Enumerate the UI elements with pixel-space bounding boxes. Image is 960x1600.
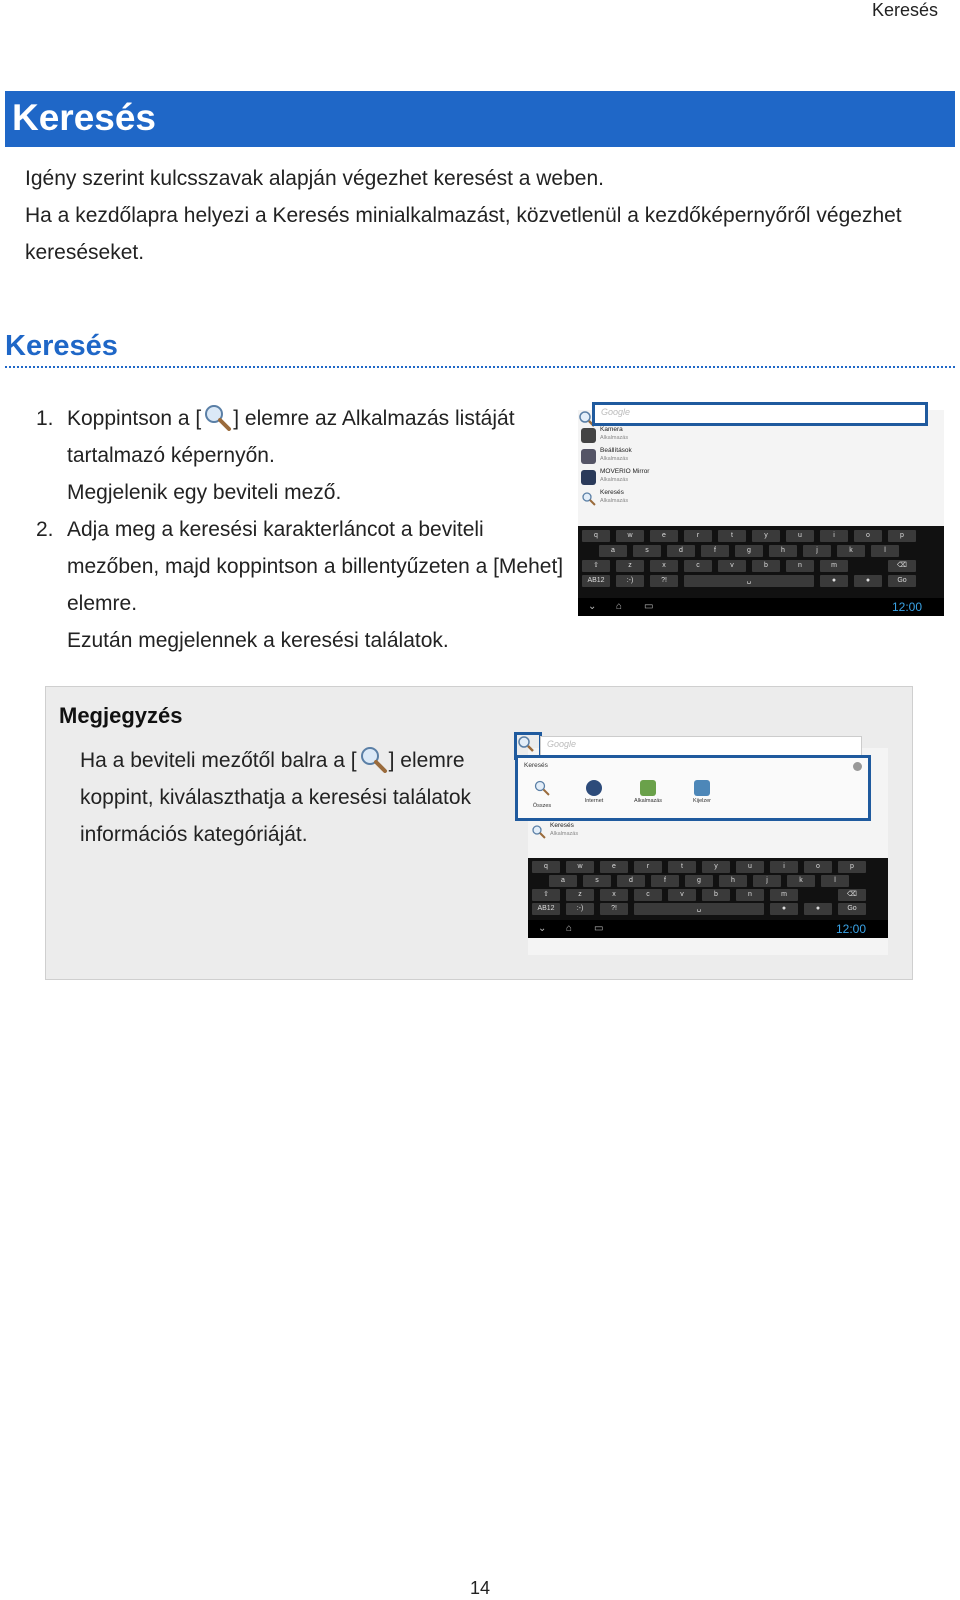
key[interactable]: y bbox=[702, 861, 730, 873]
key[interactable]: ● bbox=[820, 575, 848, 587]
search-icon bbox=[201, 403, 233, 431]
step-2-text: Adja meg a keresési karakterláncot a beviteli mezőben, majd koppintson a billentyűzeten a [Mehet] elemre. bbox=[67, 518, 564, 615]
key[interactable]: v bbox=[718, 560, 746, 572]
key[interactable]: m bbox=[770, 889, 798, 901]
backspace-key[interactable]: ⌫ bbox=[838, 889, 866, 901]
clock: 12:00 bbox=[835, 922, 866, 936]
key[interactable]: g bbox=[685, 875, 713, 887]
key[interactable]: q bbox=[582, 530, 610, 542]
category-internet[interactable]: Internet bbox=[574, 780, 614, 804]
page-number: 14 bbox=[469, 1578, 491, 1598]
shift-key[interactable]: ⇧ bbox=[532, 889, 560, 901]
on-screen-keyboard bbox=[528, 858, 888, 938]
key[interactable]: k bbox=[837, 545, 865, 557]
key[interactable]: j bbox=[753, 875, 781, 887]
gallery-icon bbox=[694, 780, 710, 796]
key[interactable]: w bbox=[616, 530, 644, 542]
search-icon bbox=[517, 735, 535, 753]
search-icon bbox=[581, 491, 596, 506]
key[interactable]: ● bbox=[804, 903, 832, 915]
app-list-screenshot bbox=[578, 407, 944, 616]
shift-key[interactable]: ⇧ bbox=[582, 560, 610, 572]
key[interactable]: :-) bbox=[566, 903, 594, 915]
key[interactable]: f bbox=[651, 875, 679, 887]
running-header: Keresés bbox=[871, 0, 938, 20]
list-item[interactable]: Kamera Alkalmazás bbox=[578, 426, 938, 446]
key[interactable]: e bbox=[650, 530, 678, 542]
key[interactable]: ● bbox=[770, 903, 798, 915]
step-1 bbox=[36, 400, 576, 511]
backspace-key[interactable]: ⌫ bbox=[888, 560, 916, 572]
key[interactable]: x bbox=[600, 889, 628, 901]
key[interactable]: f bbox=[701, 545, 729, 557]
key[interactable]: n bbox=[736, 889, 764, 901]
key[interactable]: i bbox=[770, 861, 798, 873]
key[interactable]: ?! bbox=[600, 903, 628, 915]
key[interactable]: z bbox=[566, 889, 594, 901]
search-icon bbox=[357, 745, 389, 773]
close-icon[interactable] bbox=[853, 762, 862, 771]
steps-list bbox=[36, 400, 576, 659]
key[interactable]: a bbox=[549, 875, 577, 887]
key[interactable]: o bbox=[804, 861, 832, 873]
key[interactable]: t bbox=[718, 530, 746, 542]
key[interactable]: q bbox=[532, 861, 560, 873]
key[interactable]: c bbox=[634, 889, 662, 901]
step-2 bbox=[36, 511, 576, 659]
section-divider bbox=[5, 366, 955, 368]
section-heading: Keresés bbox=[5, 330, 118, 362]
key[interactable]: k bbox=[787, 875, 815, 887]
globe-icon bbox=[586, 780, 602, 796]
search-category-screenshot bbox=[524, 739, 888, 955]
clock: 12:00 bbox=[891, 600, 922, 614]
step-1-result: Megjelenik egy beviteli mező. bbox=[67, 481, 342, 504]
search-input[interactable]: Google bbox=[592, 402, 928, 426]
list-item[interactable]: MOVERIO Mirror Alkalmazás bbox=[578, 468, 938, 488]
key[interactable]: r bbox=[634, 861, 662, 873]
system-navbar bbox=[578, 598, 944, 616]
key[interactable]: ?! bbox=[650, 575, 678, 587]
search-icon bbox=[534, 780, 550, 796]
key[interactable]: x bbox=[650, 560, 678, 572]
key[interactable]: s bbox=[583, 875, 611, 887]
key[interactable]: u bbox=[786, 530, 814, 542]
back-icon[interactable]: ⌄ bbox=[588, 601, 597, 612]
step-number: 1. bbox=[36, 407, 54, 430]
search-icon bbox=[531, 824, 546, 839]
system-navbar bbox=[528, 920, 888, 938]
key[interactable]: o bbox=[854, 530, 882, 542]
on-screen-keyboard bbox=[578, 526, 944, 616]
key[interactable]: b bbox=[752, 560, 780, 572]
list-item[interactable]: Keresés Alkalmazás bbox=[528, 822, 888, 842]
key[interactable]: p bbox=[888, 530, 916, 542]
key[interactable]: n bbox=[786, 560, 814, 572]
list-item[interactable]: Keresés Alkalmazás bbox=[578, 489, 938, 509]
settings-icon bbox=[581, 449, 596, 464]
key[interactable]: i bbox=[820, 530, 848, 542]
key[interactable]: l bbox=[871, 545, 899, 557]
intro-line-2: Ha a kezdőlapra helyezi a Keresés minialkalmazást, közvetlenül a kezdőképernyőről végezhet kereséseket. bbox=[25, 204, 902, 264]
search-input[interactable]: Google bbox=[540, 736, 862, 756]
key[interactable]: d bbox=[617, 875, 645, 887]
key[interactable]: g bbox=[735, 545, 763, 557]
key[interactable]: w bbox=[566, 861, 594, 873]
key[interactable]: z bbox=[616, 560, 644, 572]
key[interactable]: s bbox=[633, 545, 661, 557]
step-1-text: Koppintson a [ ] elemre az Alkalmazás listáját tartalmazó képernyőn. bbox=[67, 400, 576, 474]
intro-text bbox=[25, 160, 935, 271]
note-title: Megjegyzés bbox=[59, 703, 183, 728]
back-icon[interactable]: ⌄ bbox=[538, 923, 547, 934]
key[interactable]: b bbox=[702, 889, 730, 901]
key[interactable]: r bbox=[684, 530, 712, 542]
popup-title: Keresés bbox=[524, 762, 548, 769]
step-number: 2. bbox=[36, 518, 54, 541]
key[interactable]: a bbox=[599, 545, 627, 557]
note-text: Ha a beviteli mezőtől balra a [ ] elemre koppint, kiválaszthatja a keresési találatok információs kategóriáját. bbox=[80, 742, 520, 853]
key[interactable]: v bbox=[668, 889, 696, 901]
key[interactable]: h bbox=[719, 875, 747, 887]
apps-icon bbox=[640, 780, 656, 796]
space-key[interactable]: ␣ bbox=[684, 575, 814, 587]
category-apps[interactable]: Alkalmazás bbox=[628, 780, 668, 804]
category-gallery[interactable]: Kijelzer bbox=[682, 780, 722, 804]
recent-apps-icon[interactable]: ▭ bbox=[644, 601, 654, 612]
recent-apps-icon[interactable]: ▭ bbox=[594, 923, 604, 934]
search-category-popup bbox=[515, 755, 871, 821]
key[interactable]: p bbox=[838, 861, 866, 873]
key[interactable]: l bbox=[821, 875, 849, 887]
key[interactable]: d bbox=[667, 545, 695, 557]
go-key[interactable]: Go bbox=[838, 903, 866, 915]
page-title-bar bbox=[5, 91, 955, 147]
camera-icon bbox=[581, 428, 596, 443]
category-all[interactable]: Összes bbox=[522, 780, 562, 809]
home-icon[interactable]: ⌂ bbox=[566, 923, 573, 934]
space-key[interactable]: ␣ bbox=[634, 903, 764, 915]
go-key[interactable]: Go bbox=[888, 575, 916, 587]
key[interactable]: j bbox=[803, 545, 831, 557]
key[interactable]: u bbox=[736, 861, 764, 873]
key[interactable]: ● bbox=[854, 575, 882, 587]
key[interactable]: c bbox=[684, 560, 712, 572]
key[interactable]: m bbox=[820, 560, 848, 572]
key[interactable]: e bbox=[600, 861, 628, 873]
home-icon[interactable]: ⌂ bbox=[616, 601, 623, 612]
list-item[interactable]: Beállítások Alkalmazás bbox=[578, 447, 938, 467]
key[interactable]: AB12 bbox=[532, 903, 560, 915]
key[interactable]: y bbox=[752, 530, 780, 542]
page-title: Keresés bbox=[12, 97, 157, 138]
key[interactable]: :-) bbox=[616, 575, 644, 587]
intro-line-1: Igény szerint kulcsszavak alapján végezhet keresést a weben. bbox=[25, 167, 604, 190]
step-2-result: Ezután megjelennek a keresési találatok. bbox=[67, 629, 449, 652]
key[interactable]: AB12 bbox=[582, 575, 610, 587]
key[interactable]: h bbox=[769, 545, 797, 557]
mirror-app-icon bbox=[581, 470, 596, 485]
key[interactable]: t bbox=[668, 861, 696, 873]
